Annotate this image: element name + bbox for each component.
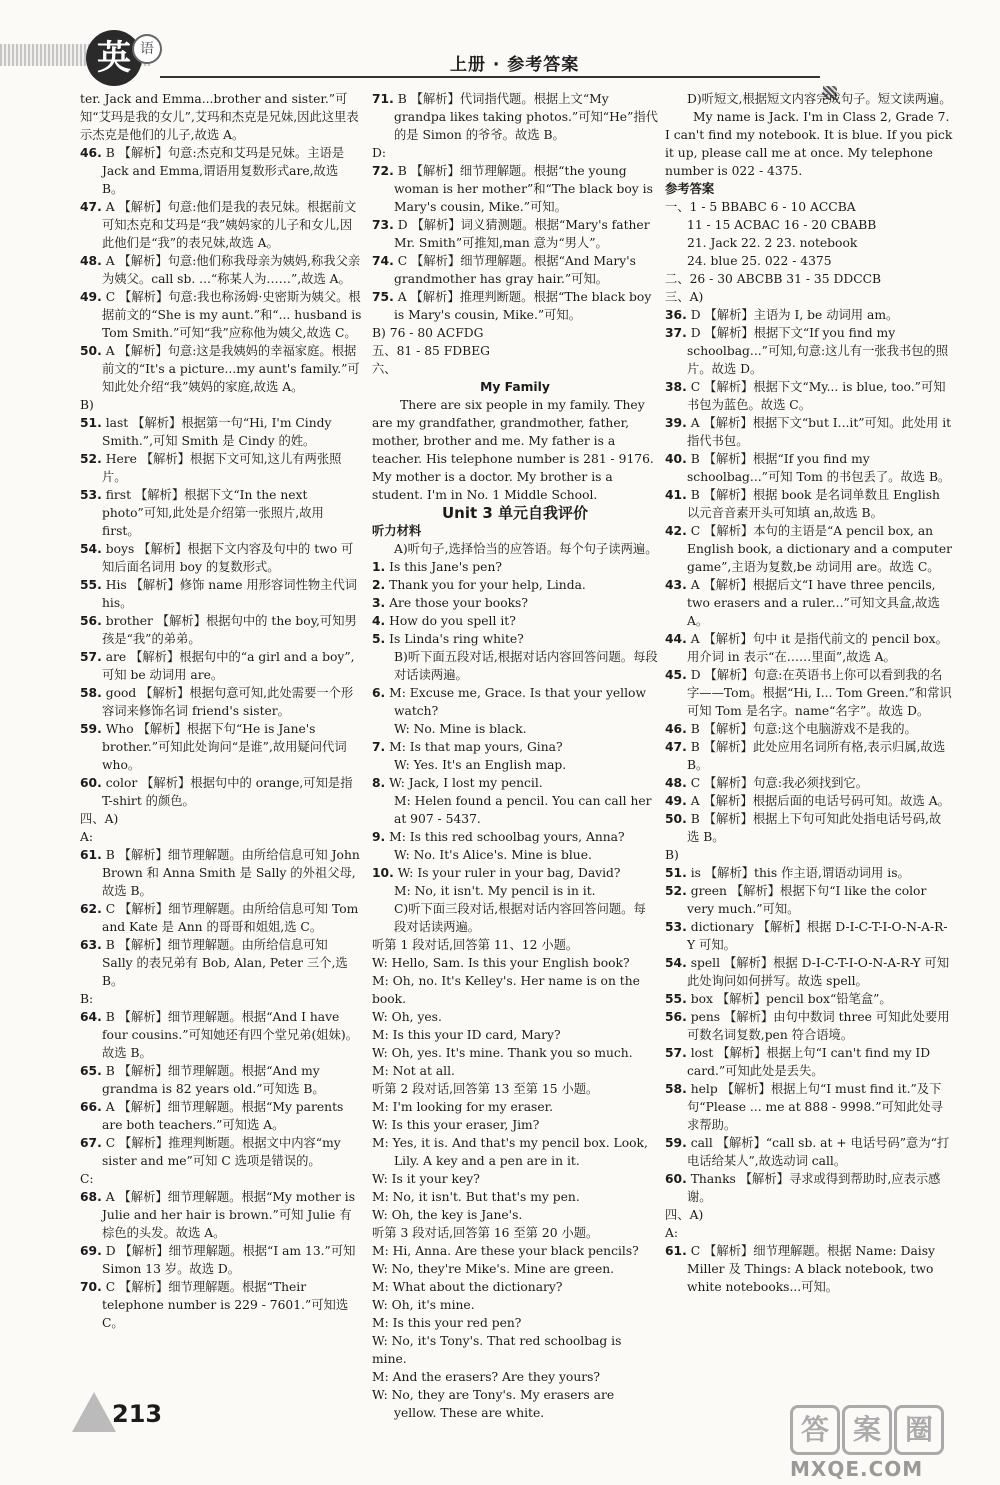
indented-line: M: No, it isn't. My pencil is in it. <box>394 884 596 898</box>
text-line: 四、A) <box>665 1208 704 1222</box>
item-text: last 【解析】根据第一句“Hi, I'm Cindy Smith.”,可知 Smith 是 Cindy 的姓。 <box>102 416 332 448</box>
text-line: B) <box>80 398 94 412</box>
item-number: 54. <box>665 956 687 970</box>
answer-item <box>80 414 362 450</box>
answer-item <box>80 144 362 198</box>
item-number: 46. <box>80 146 102 160</box>
answer-item <box>80 612 362 648</box>
item-text: M: Yes, it is. And that's my pencil box. Look, Lily. A key and a pen are in it. <box>372 1136 648 1168</box>
item-number: 42. <box>665 524 687 538</box>
item-number: 74. <box>372 254 394 268</box>
item-number: 55. <box>665 992 687 1006</box>
answer-item <box>665 738 953 774</box>
answer-column-right <box>665 90 953 1296</box>
item-number: 62. <box>80 902 102 916</box>
text-line: C: <box>80 1172 94 1186</box>
page-number: 213 <box>112 1400 163 1428</box>
indented-line: W: No. It's Alice's. Mine is blue. <box>394 848 592 862</box>
item-text: D 【解析】主语为 I, be 动词用 am。 <box>690 308 899 322</box>
text-line: 二、26 - 30 ABCBB 31 - 35 DDCCB <box>665 272 882 286</box>
item-number: 50. <box>80 344 102 358</box>
text-line: W: No, it's Tony's. That red schoolbag is mine. <box>372 1334 622 1366</box>
answer-item <box>80 1134 362 1170</box>
item-text: Is this Jane's pen? <box>389 560 502 574</box>
item-number: 37. <box>665 326 687 340</box>
answer-item <box>80 198 362 252</box>
item-text: C 【解析】细节理解题。根据 Name: Daisy Miller 及 Things: A black notebook, two white notebooks...可知。 <box>687 1244 935 1294</box>
answer-item <box>80 450 362 486</box>
item-text: box 【解析】pencil box“铅笔盒”。 <box>690 992 892 1006</box>
item-text: Are those your books? <box>389 596 528 610</box>
item-text: C 【解析】细节理解题。根据“Their telephone number is 229 - 7601.”可知选 C。 <box>102 1280 349 1330</box>
text-line: W: Is this your eraser, Jim? <box>372 1118 540 1132</box>
item-number: 61. <box>665 1244 687 1258</box>
indented-line: W: No. Mine is black. <box>394 722 527 736</box>
item-text: B 【解析】细节理解题。由所给信息可知 John Brown 和 Anna Smith 是 Sally 的外祖父母,故选 B。 <box>102 848 360 898</box>
item-text: B 【解析】句意:这个电脑游戏不是我的。 <box>690 722 917 736</box>
item-text: color 【解析】根据句中的 orange,可知是指 T-shirt 的颜色。 <box>102 776 353 808</box>
indented-line: D)听短文,根据短文内容完成句子。短文读两遍。 <box>687 92 952 106</box>
answer-column-left <box>80 90 362 1332</box>
item-number: 47. <box>665 740 687 754</box>
text-line: D: <box>372 146 387 160</box>
item-text: are 【解析】根据句中的“a girl and a boy”,可知 be 动词用 are。 <box>102 650 355 682</box>
item-number: 67. <box>80 1136 102 1150</box>
item-number: 54. <box>80 542 102 556</box>
answer-item <box>80 342 362 396</box>
item-number: 2. <box>372 578 386 592</box>
item-text: B 【解析】细节理解题。根据“And my grandma is 82 years old.”可知选 B。 <box>102 1064 325 1096</box>
item-number: 3. <box>372 596 386 610</box>
item-number: 65. <box>80 1064 102 1078</box>
item-number: 50. <box>665 812 687 826</box>
item-text: Thanks 【解析】寻求或得到帮助时,应表示感谢。 <box>687 1172 941 1204</box>
item-number: 52. <box>80 452 102 466</box>
item-text: B 【解析】细节理解题。根据“the young woman is her mother”和“The black boy is Mary's cousin, Mike.”可知。 <box>394 164 653 214</box>
item-text: A 【解析】细节理解题。根据“My mother is Julie and her hair is brown.”可知 Julie 有棕色的头发。故选 A。 <box>102 1190 356 1240</box>
answer-item <box>665 522 953 576</box>
answer-column-middle <box>372 90 658 1422</box>
watermark-char: 答 <box>790 1405 840 1455</box>
answer-item <box>372 162 658 216</box>
text-line: 一、1 - 5 BBABC 6 - 10 ACCBA <box>665 200 856 214</box>
item-number: 48. <box>665 776 687 790</box>
answer-item <box>372 252 658 288</box>
item-text: D 【解析】细节理解题。根据“I am 13.”可知 Simon 13 岁。故选 D。 <box>102 1244 356 1276</box>
text-line: W: Is it your key? <box>372 1172 480 1186</box>
item-text: Thank you for your help, Linda. <box>389 578 586 592</box>
item-number: 63. <box>80 938 102 952</box>
answer-item <box>80 936 362 990</box>
item-text: lost 【解析】根据上句“I can't find my ID card.”可知此处是丢失。 <box>687 1046 931 1078</box>
text-line: 听第 1 段对话,回答第 11、12 小题。 <box>372 938 579 952</box>
answer-item <box>80 1008 362 1062</box>
answer-item <box>665 450 953 486</box>
text-line: M: What about the dictionary? <box>372 1280 563 1294</box>
item-text: A 【解析】根据下文“but I...it”可知。此处用 it 指代书包。 <box>687 416 952 448</box>
item-number: 46. <box>665 722 687 736</box>
watermark-char: 案 <box>842 1405 892 1455</box>
item-number: 58. <box>665 1082 687 1096</box>
item-text: D 【解析】根据下文“If you find my schoolbag...”可知,句意:这儿有一张我书包的照片。故选 D。 <box>687 326 949 376</box>
text-line: M: No, it isn't. But that's my pen. <box>372 1190 580 1204</box>
text-line: B: <box>80 992 94 1006</box>
answer-item <box>80 288 362 342</box>
item-text: B 【解析】根据上下句可知此处指电话号码,故选 B。 <box>687 812 942 844</box>
item-text: A 【解析】句意:这是我姨妈的幸福家庭。根据前文的“It's a picture...my aunt's family.”可知此处介绍“我”姨妈的家庭,故选 A。 <box>102 344 360 394</box>
text-line: 三、A) <box>665 290 704 304</box>
answer-item <box>372 738 658 756</box>
item-text: A 【解析】推理判断题。根据“The black boy is Mary's cousin, Mike.”可知。 <box>394 290 652 322</box>
answer-item <box>665 918 953 954</box>
item-number: 38. <box>665 380 687 394</box>
text-line: W: Oh, the key is Jane's. <box>372 1208 523 1222</box>
answer-item <box>665 1044 953 1080</box>
item-number: 53. <box>665 920 687 934</box>
item-text: call 【解析】“call sb. at + 电话号码”意为“打电话给某人”,故选动词 call。 <box>687 1136 950 1168</box>
text-line: W: Oh, yes. <box>372 1010 442 1024</box>
answer-item <box>80 1062 362 1098</box>
indented-line: 11 - 15 ACBAC 16 - 20 CBABB <box>687 218 877 232</box>
answer-item <box>372 594 658 612</box>
item-text: A 【解析】句意:他们是我的表兄妹。根据前文可知杰克和艾玛是“我”姨妈家的儿子和女儿,因此他们是“我”的表兄妹,故选 A。 <box>102 200 357 250</box>
item-number: 52. <box>665 884 687 898</box>
item-number: 6. <box>372 686 386 700</box>
item-text: C 【解析】根据下文“My... is blue, too.”可知书包为蓝色。故选 C。 <box>687 380 946 412</box>
item-number: 71. <box>372 92 394 106</box>
item-number: 72. <box>372 164 394 178</box>
item-text: A 【解析】根据后面的电话号码可知。故选 A。 <box>690 794 950 808</box>
subject-logo-small: 语 <box>132 34 162 64</box>
answer-item <box>665 1080 953 1134</box>
item-number: 59. <box>665 1136 687 1150</box>
answer-item <box>665 1008 953 1044</box>
answer-item <box>665 792 953 810</box>
text-line: ter. Jack and Emma...brother and sister.”可知“艾玛是我的女儿”,艾玛和杰克是兄妹,因此这里表示杰克是他们的儿子,故选 A。 <box>80 92 359 142</box>
item-number: 41. <box>665 488 687 502</box>
item-number: 73. <box>372 218 394 232</box>
text-line: W: Oh, yes. It's mine. Thank you so much. <box>372 1046 633 1060</box>
answer-item <box>665 720 953 738</box>
answer-item <box>372 90 658 144</box>
watermark-url: MXQE.COM <box>790 1457 924 1481</box>
text-line: B) 76 - 80 ACFDG <box>372 326 484 340</box>
item-number: 45. <box>665 668 687 682</box>
essay-paragraph: There are six people in my family. They are my grandfather, grandmother, father, mother, brother and me. My father is a teacher. His telephone number is 281 - 9176. My mother is a doctor. My brother is a student. I'm in No. 1 Middle School. <box>372 398 654 502</box>
answer-item <box>80 900 362 936</box>
text-line: 五、81 - 85 FDBEG <box>372 344 490 358</box>
indented-line: 21. Jack 22. 2 23. notebook <box>687 236 858 250</box>
item-text: M: Is this red schoolbag yours, Anna? <box>389 830 625 844</box>
item-text: A 【解析】细节理解题。根据“My parents are both teachers.”可知选 A。 <box>102 1100 344 1132</box>
item-number: 49. <box>665 794 687 808</box>
item-text: C 【解析】细节理解题。根据“And Mary's grandmother has gray hair.”可知。 <box>394 254 636 286</box>
item-text: How do you spell it? <box>389 614 516 628</box>
item-number: 43. <box>665 578 687 592</box>
answer-item <box>665 666 953 720</box>
answer-item <box>80 774 362 810</box>
answer-item <box>665 774 953 792</box>
answer-item <box>665 576 953 630</box>
text-line: M: Is this your ID card, Mary? <box>372 1028 561 1042</box>
item-number: 57. <box>80 650 102 664</box>
item-text: C 【解析】本句的主语是“A pencil box, an English book, a dictionary and a computer game”,主语为复数,be 动词用 are。故选 C。 <box>687 524 953 574</box>
answer-item <box>665 486 953 522</box>
answer-item <box>665 306 953 324</box>
item-text: is 【解析】this 作主语,谓语动词用 is。 <box>690 866 910 880</box>
indented-line: B)听下面五段对话,根据对话内容回答问题。每段对话读两遍。 <box>394 650 658 682</box>
item-number: 48. <box>80 254 102 268</box>
answer-item <box>665 810 953 846</box>
item-text: C 【解析】细节理解题。由所给信息可知 Tom and Kate 是 Ann 的哥哥和姐姐,选 C。 <box>102 902 359 934</box>
item-text: A 【解析】句中 it 是指代前文的 pencil box。用介词 in 表示“在……里面”,故选 A。 <box>687 632 948 664</box>
watermark-char: 圈 <box>894 1405 944 1455</box>
item-number: 56. <box>80 614 102 628</box>
item-text: green 【解析】根据下句“I like the color very much.”可知。 <box>687 884 927 916</box>
answer-item <box>80 486 362 540</box>
answer-item <box>372 828 658 846</box>
answer-item <box>372 216 658 252</box>
item-number: 7. <box>372 740 386 754</box>
item-number: 57. <box>665 1046 687 1060</box>
answer-item <box>80 252 362 288</box>
text-line: W: Hello, Sam. Is this your English book? <box>372 956 630 970</box>
text-line: M: And the erasers? Are they yours? <box>372 1370 601 1384</box>
essay-paragraph: My name is Jack. I'm in Class 2, Grade 7. I can't find my notebook. It is blue. If you pick it up, please call me at once. My telephone number is 022 - 4375. <box>665 110 953 178</box>
item-text: His 【解析】修饰 name 用形容词性物主代词 his。 <box>102 578 358 610</box>
text-line: M: Not at all. <box>372 1064 455 1078</box>
item-number: 39. <box>665 416 687 430</box>
answer-item <box>372 864 658 882</box>
item-number: 66. <box>80 1100 102 1114</box>
indented-line: W: Yes. It's an English map. <box>394 758 567 772</box>
text-line: 四、A) <box>80 812 119 826</box>
text-line: 听第 2 段对话,回答第 13 至第 15 小题。 <box>372 1082 599 1096</box>
item-text: B 【解析】根据 book 是名词单数且 English 以元音音素开头可知填 an,故选 B。 <box>687 488 940 520</box>
item-text: A 【解析】句意:他们称我母亲为姨妈,称我父亲为姨父。call sb. ...“称某人为……”,故选 A。 <box>102 254 361 286</box>
item-number: 61. <box>80 848 102 862</box>
answer-item <box>80 1188 362 1242</box>
item-text: M: Excuse me, Grace. Is that your yellow watch? <box>389 686 646 718</box>
item-number: 5. <box>372 632 386 646</box>
text-line: W: Oh, it's mine. <box>372 1298 475 1312</box>
item-text: W: Is your ruler in your bag, David? <box>397 866 621 880</box>
text-line: M: I'm looking for my eraser. <box>372 1100 554 1114</box>
item-number: 56. <box>665 1010 687 1024</box>
item-number: 59. <box>80 722 102 736</box>
item-number: 64. <box>80 1010 102 1024</box>
item-text: brother 【解析】根据句中的 the boy,可知男孩是“我”的弟弟。 <box>102 614 357 646</box>
unit-heading: Unit 3 单元自我评价 <box>441 504 589 522</box>
answer-item <box>80 648 362 684</box>
answer-item <box>665 990 953 1008</box>
item-number: 47. <box>80 200 102 214</box>
answer-item <box>80 1278 362 1332</box>
item-number: 60. <box>665 1172 687 1186</box>
item-number: 4. <box>372 614 386 628</box>
answer-item <box>665 630 953 666</box>
answer-item <box>665 1134 953 1170</box>
item-number: 51. <box>80 416 102 430</box>
item-number: 9. <box>372 830 386 844</box>
subject-logo: 英 <box>86 30 142 86</box>
answer-item <box>372 288 658 324</box>
answer-item <box>372 558 658 576</box>
item-text: A 【解析】根据后文“I have three pencils, two erasers and a ruler...”可知文具盒,故选 A。 <box>687 578 940 628</box>
text-line: 听第 3 段对话,回答第 16 至第 20 小题。 <box>372 1226 599 1240</box>
text-line: M: Hi, Anna. Are these your black pencils? <box>372 1244 639 1258</box>
item-number: 55. <box>80 578 102 592</box>
item-number: 10. <box>372 866 394 880</box>
item-text: dictionary 【解析】根据 D-I-C-T-I-O-N-A-R-Y 可知。 <box>687 920 948 952</box>
answer-item <box>372 1386 658 1422</box>
item-text: spell 【解析】根据 D-I-C-T-I-O-N-A-R-Y 可知此处询问如何拼写。故选 spell。 <box>687 956 950 988</box>
item-text: W: Jack, I lost my pencil. <box>389 776 543 790</box>
text-line: B) <box>665 848 679 862</box>
text-line: A: <box>665 1226 679 1240</box>
answer-item <box>372 774 658 792</box>
item-text: C 【解析】推理判断题。根据文中内容“my sister and me”可知 C 选项是错误的。 <box>102 1136 341 1168</box>
text-line: A: <box>80 830 94 844</box>
item-text: B 【解析】细节理解题。由所给信息可知 Sally 的表兄弟有 Bob, Alan, Peter 三个,选 B。 <box>102 938 348 988</box>
answer-item <box>80 846 362 900</box>
item-text: first 【解析】根据下文“In the next photo”可知,此处是介绍第一张照片,故用 first。 <box>102 488 324 538</box>
item-number: 68. <box>80 1190 102 1204</box>
answer-item <box>80 1242 362 1278</box>
item-text: Is Linda's ring white? <box>389 632 524 646</box>
item-text: Who 【解析】根据下句“He is Jane's brother.”可知此处询问“是谁”,故用疑问代词 who。 <box>102 722 347 772</box>
header-title: 上册 · 参考答案 <box>450 55 580 75</box>
item-text: C 【解析】句意:我也称汤姆·史密斯为姨父。根据前文的“She is my aunt.”和“... husband is Tom Smith.”可知“我”应称他为姨父,故选 C。 <box>102 290 362 340</box>
answer-item <box>372 684 658 720</box>
watermark <box>790 1405 995 1480</box>
item-text: B 【解析】句意:杰克和艾玛是兄妹。主语是 Jack and Emma,谓语用复数形式are,故选 B。 <box>102 146 345 196</box>
item-number: 53. <box>80 488 102 502</box>
answer-item <box>372 1134 658 1170</box>
text-line: M: Oh, no. It's Kelley's. Her name is on the book. <box>372 974 640 1006</box>
answer-item <box>372 630 658 648</box>
answer-item <box>665 882 953 918</box>
item-number: 70. <box>80 1280 102 1294</box>
item-number: 58. <box>80 686 102 700</box>
item-text: M: Is that map yours, Gina? <box>389 740 563 754</box>
answer-item <box>372 612 658 630</box>
answer-item <box>80 720 362 774</box>
indented-line: A)听句子,选择恰当的应答语。每个句子读两遍。 <box>394 542 658 556</box>
answer-item <box>80 576 362 612</box>
answer-item <box>665 1170 953 1206</box>
item-number: 44. <box>665 632 687 646</box>
item-text: Here 【解析】根据下文可知,这儿有两张照片。 <box>102 452 342 484</box>
item-text: B 【解析】根据“If you find my schoolbag...”可知 Tom 的书包丢了。故选 B。 <box>687 452 951 484</box>
answer-item <box>665 324 953 378</box>
indented-line: M: Helen found a pencil. You can call her at 907 - 5437. <box>394 794 652 826</box>
text-line: W: No, they're Mike's. Mine are green. <box>372 1262 615 1276</box>
item-number: 60. <box>80 776 102 790</box>
essay-title: My Family <box>480 380 550 394</box>
item-number: 8. <box>372 776 386 790</box>
item-number: 40. <box>665 452 687 466</box>
item-text: C 【解析】句意:我必须找到它。 <box>690 776 869 790</box>
item-number: 69. <box>80 1244 102 1258</box>
answer-item <box>80 684 362 720</box>
item-text: B 【解析】此处应用名词所有格,表示归属,故选 B。 <box>687 740 946 772</box>
indented-line: C)听下面三段对话,根据对话内容回答问题。每段对话读两遍。 <box>394 902 646 934</box>
answer-item <box>665 1242 953 1296</box>
item-text: help 【解析】根据上句“I must find it.”及下句“Please ... me at 888 - 9998.”可知此处寻求帮助。 <box>687 1082 943 1132</box>
item-number: 1. <box>372 560 386 574</box>
item-text: B 【解析】细节理解题。根据“And I have four cousins.”可知她还有四个堂兄弟(姐妹)。故选 B。 <box>102 1010 358 1060</box>
text-line: 六、 <box>372 362 397 376</box>
section-heading: 听力材料 <box>372 524 422 538</box>
item-text: boys 【解析】根据下文内容及句中的 two 可知后面名词用 boy 的复数形式。 <box>102 542 354 574</box>
item-text: B 【解析】代词指代题。根据上文“My grandpa likes taking photos.”可知“He”指代的是 Simon 的爷爷。故选 B。 <box>394 92 658 142</box>
answer-item <box>665 864 953 882</box>
answer-item <box>665 954 953 990</box>
item-number: 75. <box>372 290 394 304</box>
item-number: 36. <box>665 308 687 322</box>
item-text: D 【解析】句意:在英语书上你可以看到我的名字——Tom。根据“Hi, I... Tom Green.”和常识可知 Tom 是名字。name“名字”。故选 D。 <box>687 668 952 718</box>
answer-item <box>665 414 953 450</box>
item-text: good 【解析】根据句意可知,此处需要一个形容词来修饰名词 friend's sister。 <box>102 686 354 718</box>
header-rule <box>160 76 820 78</box>
answer-item <box>372 576 658 594</box>
answer-item <box>665 378 953 414</box>
page-corner-decor <box>72 1392 116 1432</box>
item-number: 51. <box>665 866 687 880</box>
section-heading: 参考答案 <box>665 182 715 196</box>
item-text: D 【解析】词义猜测题。根据“Mary's father Mr. Smith”可推知,man 意为“男人”。 <box>394 218 650 250</box>
answer-item <box>80 1098 362 1134</box>
text-line: M: Is this your red pen? <box>372 1316 522 1330</box>
page-header <box>0 0 1000 88</box>
item-number: 49. <box>80 290 102 304</box>
indented-line: 24. blue 25. 022 - 4375 <box>687 254 832 268</box>
item-text: W: No, they are Tony's. My erasers are yellow. These are white. <box>372 1388 615 1420</box>
answer-item <box>80 540 362 576</box>
item-text: pens 【解析】由句中数词 three 可知此处要用可数名词复数,pen 符合语境。 <box>687 1010 950 1042</box>
